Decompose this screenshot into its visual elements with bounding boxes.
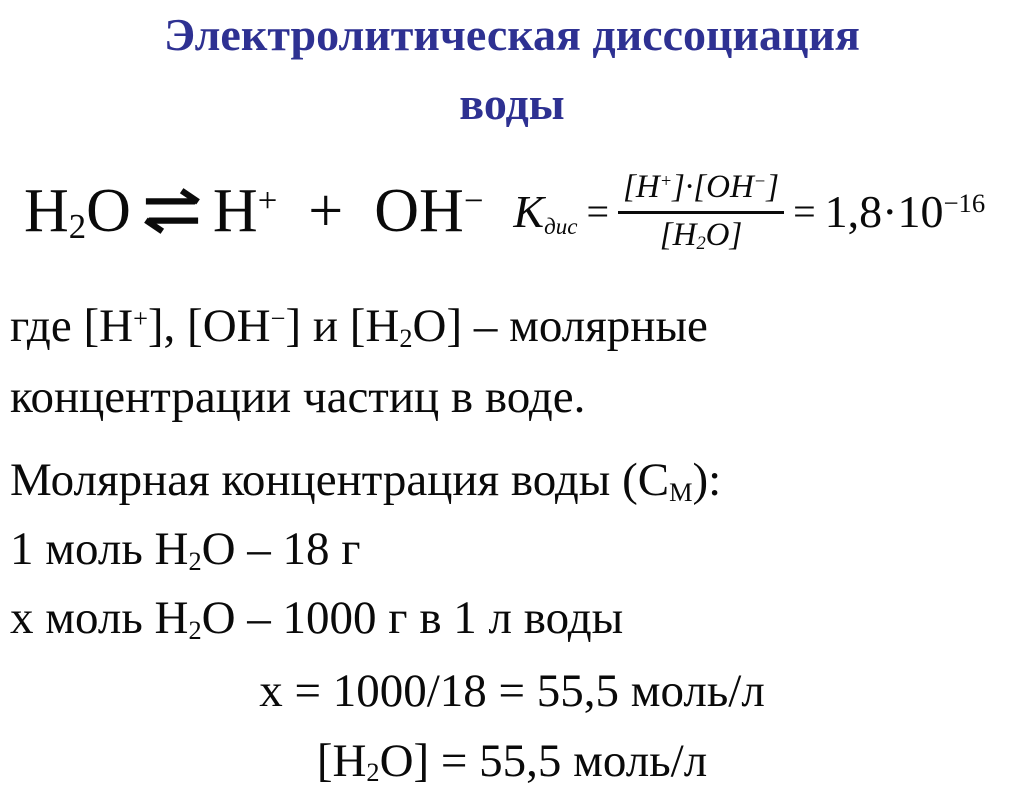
calculation-line-h2o: $[H_2O] = 55,5$ моль/л [316,734,708,788]
title-line-2: воды [459,78,565,129]
where-line-1: где [H+], [OH−] и $[H_2O]$ – молярные [10,300,708,353]
equilibrium-arrows-icon [143,188,201,234]
dissociation-constant-formula [513,169,985,254]
title-line-1: Электролитическая диссоциация [164,9,860,60]
k-subscript: дис [544,214,578,240]
calculation-line-x: х = 1000/18 = 55,5 моль/л [259,665,765,718]
concentration-fraction [618,169,784,254]
equation-right-ions: H+ + OH− [212,176,484,245]
page-title [0,0,1024,138]
molar-concentration-heading: Молярная концентрация воды $(С_М)$: [10,454,722,507]
k-value: $1,8\cdot 10^{-16}$ [824,185,986,237]
equals-sign: = [793,188,816,234]
equation-row [24,144,1020,278]
k-symbol: $K_{дис}$ [513,185,578,240]
equals-sign: = [586,188,610,234]
mole-ratio-line-2: х моль $H_2O - 1000$ г в 1 л воды [10,592,624,646]
fraction-denominator: $[H_2O]$ [659,216,743,253]
where-line-2: концентрации частиц в воде. [10,371,586,424]
fraction-numerator: [H+]·[OH−] [618,169,784,214]
water-dissociation-equation [24,176,483,247]
equation-left-h2o: $H_2O$ [24,176,131,247]
mole-ratio-line-1: 1 моль $H_2O - 18$ г [10,523,361,577]
